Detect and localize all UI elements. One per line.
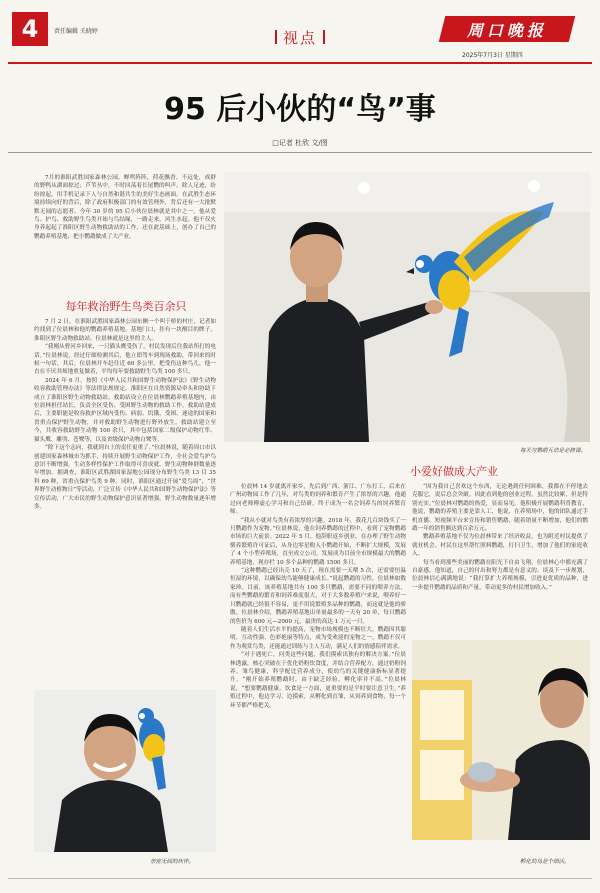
header-rule <box>8 62 592 64</box>
bottom-left-photo-image <box>34 690 216 852</box>
lead-paragraph <box>34 174 216 241</box>
body1-paragraph: “我刚从曹河乡回来，一只猫头鹰受伤了，村民发现后往我站所打的电话。”位晨林说，经过仔细检测其后，他立即驾车到现场救助，带回来的时候一句话，其后，位晨林开车赶往近 60 多公里，把受伤这种鸟儿，他一直在不厌其烦地重复做着，平均每年要救助野生鸟类 100 多只。 <box>34 344 216 376</box>
lead-text: 7月的淮阳武胜国家森林公园，蝉鸣阵阵，荷花飘香。不远处，成群的野鸭从湖面掠过；芦苇丛中，不时回荡着长尾鹦的叫声。除人足迹，纷纷掠起，用手机记录下人与自然和谐共生的美好生态画面。在武胜生态环境持续向好的背后，除了政府积极部门的有效管理外，背后还有一大批默默无闻的志愿者。今年 30 岁的 95 后小伙位晨林就是其中之一。他从爱鸟、护鸟、救助野生鸟类开始与鸟结缘，一路走来，风生水起。他不仅火身养起起了淮阳区野生动物救助站的工作，还在此基础上，创办了自己的鹦鹉养殖基地，把小鹦鹉做成了大产业。 <box>34 175 216 240</box>
body3-paragraph: “因为我自己喜欢这个东西，无论遇到任何困难，我都在不停地去克服它，说后总会突破。因此看到他的创业过程，虽然比较累，但是特别充实。”位晨林对鹦鹉的热爱，显而易见。他积极开展鹦鹉科普教育，他说，鹦鹉的养殖主要是靠人工，他说，在养殖场中，他的团队通过手机直播、短视频平台来宣传和销售鹦鹉，随着销量不断增加，他们的鹦鹉一年的销售额达到百余万元。 <box>412 484 588 533</box>
section-bar-left <box>275 30 277 44</box>
byline: □记者 杜欣 文/图 <box>272 139 328 147</box>
body-column-3 <box>412 483 588 633</box>
page-number: 4 <box>12 12 48 46</box>
body3-paragraph: 每当看到那些美丽的鹦鹉在阳光下自由飞翔，位晨林心中都充满了自豪感。他知道，自己的付出和努力都是有意义的。谈及下一步规划，位晨林信心满满地说：“我打算扩大养殖规模，引进更优质的品种，进一步提升鹦鹉的品质和产量，带动更多的村民增加收入。” <box>412 559 588 591</box>
body1-paragraph: 7 月 2 日，在淮阳武胜国家森林公园东侧一个叫于桥的村庄，记者如约找到了位晨林和他的鹦鹉养殖基地。基地门口，挂有一块醒目的牌子，淮阳区野生动物救助站。位晨林就是这里的主人。 <box>34 319 216 342</box>
main-photo <box>224 172 590 442</box>
subhead-rescue: 每年救治野生鸟类百余只 <box>65 300 187 313</box>
body1-paragraph: 2024 年 6 月，按照《中华人民共和国野生动物保护法》《野生动物收容救助管理办法》等法律法规规定，淮阳区在自然资源局牵头和协助下成立了淮阳区野生动物救助站。救助站设立在位晨林鹦鹉养殖基地内，由位晨林担任站长，负责全区受伤、受困野生动物的救助工作。救助站建成后，主要职能是收容救护区域内受伤、病弱、饥饿、受困、迷途的国家和省重点保护野生动物，并对救助野生动物进行野外放生。救助站建立至今，共收容救助野生动物 100 余只，其中包括国家二级保护动物红隼、猫头鹰、雕鸮、苍鹭等，以及省级保护动物白鹭等。 <box>34 377 216 443</box>
body2-paragraph: 位晨林 14 岁就离开家乡，先后到广西、浙江、广东打工，后来在广州动物园工作了几年，对鸟类的饲养和繁育产生了浓厚的兴趣，他通过向老师傅虚心学习和自己钻研，终于成为一名会饲养鸟的饲养繁育师。 <box>230 484 406 516</box>
body2-paragraph: “这种鹦鹉已经出壳 10 天了，现在需要一天喂 5 次，还需要恒温恒湿的环境，以确保幼鸟能够健康成长。”说起鹦鹉的习性，位晨林如数家珍。目前，该养殖基地共有 100 多只鹦鹉，需要不同的喂养方法，而有些鹦鹉的繁育和饲养难度很大，对于大多数养殖户来说，喂养好一只鹦鹉就已经很不容易，更不用说繁殖多品种的鹦鹉，而这就是他的骄傲。位晨林介绍，鹦鹉养殖基地出单量最多的一天有 20 单，每只鹦鹉的售价为 600 元—2000 元，最贵的高达 1 万元一只。 <box>230 568 406 625</box>
issue-date: 2025年7月3日 星期四 <box>462 52 523 59</box>
body2-paragraph: “对于遇死亡，问类这些问题，我们摸索出独有的解决方案。”位晨林透露，核心突破在于优化奶粉饮食度，并结合营养配方，通过奶粉饲养，雏鸟健康，科学配比营养成分，使幼鸟的关键健康指标显著提升。“刚开始养殖鹦鹉时，由于缺乏经验，孵化率并不高。”位晨林说，“想要鹦鹉健康，饮食是一方面，更重要的是平时要注意卫生。”养殖过程中，他边学习、边摸索，从孵化到育雏，从饲养到食物，每一个环节都严格把关。 <box>230 652 406 709</box>
editor-credit: 责任编辑 关晓婷 <box>54 28 98 35</box>
bottom-right-caption: 孵化幼鸟是个细活。 <box>520 859 570 865</box>
newspaper-logo <box>439 16 575 42</box>
bottom-left-photo <box>34 690 216 852</box>
section-label <box>258 28 342 46</box>
logo-text: 周口晚报 <box>466 20 547 40</box>
body1-paragraph: “除下这个志向，我就到自上的责任更重了。”位晨林说，随着周口市以创建国家森林城市为抓手，持续开展野生动物保护工作，全社会爱鸟护鸟意识不断增强。生动多样性保护工作取得可喜成就，野生动物种群数量逐年增加。据调查，淮阳区武胜湖国家湿地公园现分布野生鸟类 13 目 35 科 69 种，省重点保护鸟类 9 种。同时，淮阳区通过开展“爱鸟周”、“世界野生动植物日”等活动，广泛宣传《中华人民共和国野生动物保护法》等宣传活动，广大市民的野生动物保护意识显著增强，野生动物数量逐年增多。 <box>34 445 216 510</box>
footer-rule <box>8 878 592 879</box>
subhead-industry: 小爱好做成大产业 <box>410 465 498 478</box>
body-column-1 <box>34 318 216 680</box>
headline: 95 后小伙的“鸟”事 <box>164 92 436 127</box>
body3-paragraph: 鹦鹉养殖基地不仅为位晨林带来了经济收益，也为附近村民提供了就业机会。村民在这里帮忙照料鹦鹉，打扫卫生，增加了他们的家庭收入。 <box>412 534 588 558</box>
bottom-left-caption: 亲密无间的伙伴。 <box>150 859 195 865</box>
body-column-2 <box>230 483 406 865</box>
body2-paragraph: 随着人们生活水平的提高，宠物市场规模也不断壮大。鹦鹉因其聪明、互动性强、色彩艳丽等特点，成为受欢迎的宠物之一。鹦鹉不仅可作为观赏鸟类，还能通过训练与主人互动，满足人们的情感陪伴需求。 <box>230 626 406 650</box>
bottom-right-photo <box>412 640 590 840</box>
section-title: 视点 <box>282 28 317 47</box>
body2-paragraph: “我从小就对鸟类有着浓厚的兴趣。2018 年，我花几百块钱买了一只鹦鹉作为宠物。”位晨林说，他在饲养鹦鹉的过程中，看到了宠物鹦鹉市场的巨大前景。2022 年 5 月，他辞职返乡创业，在办理了野生动物驯养繁殖许可证后，从身边零星购入小鹦鹉开始，不断扩大规模，发展了 4 个小型养殖场，直至成立公司。发展成为目前全市规模最大的鹦鹉养殖基地，现存栏 10 多个品种的鹦鹉 1500 多只。 <box>230 517 406 566</box>
bottom-right-photo-image <box>412 640 590 840</box>
main-photo-image <box>224 172 590 442</box>
headline-rule <box>8 152 592 153</box>
main-photo-caption: 每天与鹦鹉互动是必修课。 <box>520 448 587 454</box>
section-bar-right <box>323 30 325 44</box>
